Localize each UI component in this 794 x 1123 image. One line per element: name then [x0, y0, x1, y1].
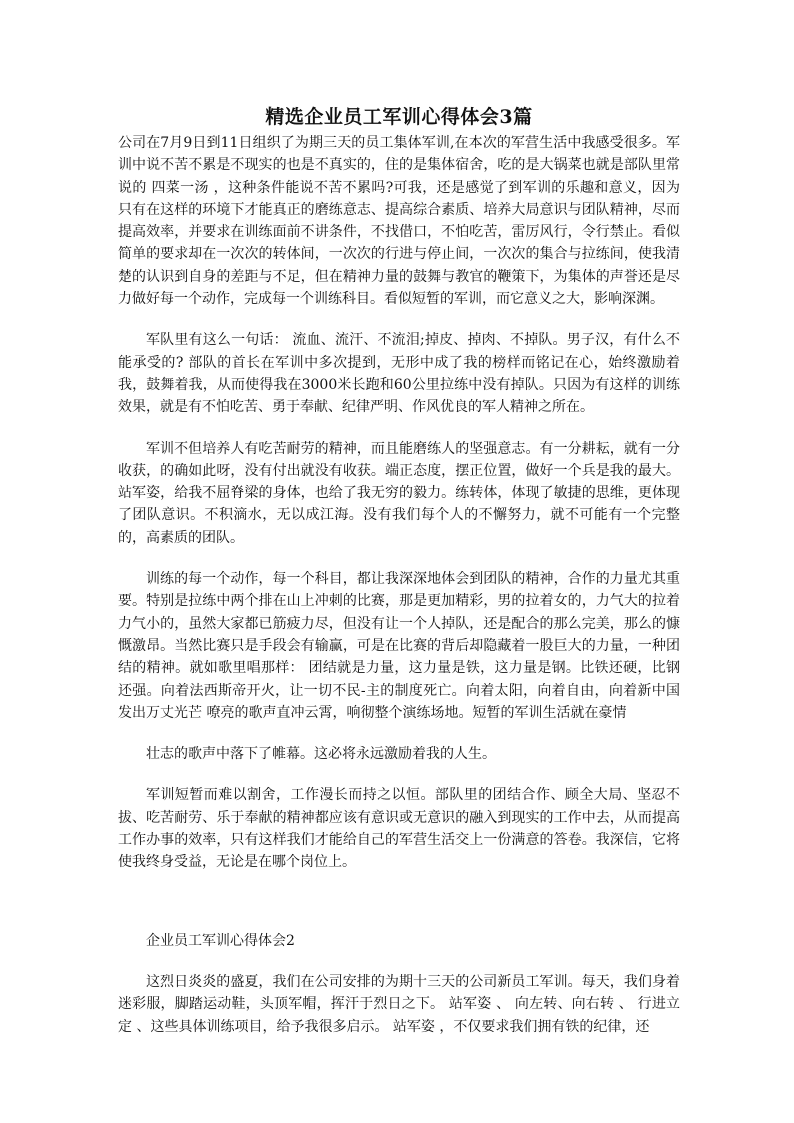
paragraph-7: 这烈日炎炎的盛夏，我们在公司安排的为期十三天的公司新员工军训。每天，我们身着迷彩服，脚踏运动鞋，头顶军帽，挥汗于烈日之下。 站军姿 、 向左转、向右转 、 行进立定 、这些具体训练项目，给予我很多启示。 站军姿 ，不仅要求我们拥有铁的纪律，还 [118, 973, 680, 1035]
document-page [118, 104, 680, 1038]
paragraph-5: 壮志的歌声中落下了帷幕。这必将永远激励着我的人生。 [146, 746, 496, 763]
paragraph-6: 军训短暂而难以割舍，工作漫长而持之以恒。部队里的团结合作、顾全大局、坚忍不拔、吃苦耐劳、乐于奉献的精神都应该有意识或无意识的融入到现实的工作中去，从而提高工作办事的效率，只有这样我们才能给自己的军营生活交上一份满意的答卷。我深信，它将使我终身受益，无论是在哪个岗位上。 [118, 787, 680, 871]
paragraph-2: 军队里有这么一句话： 流血、流汗、不流泪;掉皮、掉肉、不掉队。男子汉，有什么不能承受的? 部队的首长在军训中多次提到，无形中成了我的榜样而铭记在心，始终激励着我，鼓舞着我，从而使得我在3000米长跑和60公里拉练中没有掉队。只因为有这样的训练效果，就是有不怕吃苦、勇于奉献、纪律严明、作风优良的军人精神之所在。 [118, 332, 680, 416]
document-title: 精选企业员工军训心得体会3篇 [265, 106, 533, 128]
section-heading-2: 企业员工军训心得体会2 [146, 932, 295, 949]
paragraph-4: 训练的每一个动作，每一个科目，都让我深深地体会到团队的精神，合作的力量尤其重要。特别是拉练中两个排在山上冲刺的比赛，那是更加精彩，男的拉着女的，力气大的拉着力气小的，虽然大家都已筋疲力尽，但没有让一个人掉队，还是配合的那么完美，那么的慷慨激昂。当然比赛只是手段会有输赢，可是在比赛的背后却隐藏着一股巨大的力量，一种团结的精神。就如歌里唱那样： 团结就是力量，这力量是铁，这力量是钢。比铁还硬，比钢还强。向着法西斯帝开火，让一切不民-主的制度死亡。向着太阳，向着自由，向着新中国发出万丈光芒 嘹亮的歌声直冲云霄，响彻整个演练场地。短暂的军训生活就在豪情 [118, 571, 680, 721]
paragraph-3: 军训不但培养人有吃苦耐劳的精神，而且能磨练人的坚强意志。有一分耕耘，就有一分收获，的确如此呀，没有付出就没有收获。端正态度，摆正位置，做好一个兵是我的最大。站军姿，给我不屈脊梁的身体，也给了我无穷的毅力。练转体，体现了敏捷的思维，更体现了团队意识。不积滴水，无以成江海。没有我们每个人的不懈努力，就不可能有一个完整的，高素质的团队。 [118, 440, 680, 546]
paragraph-1: 公司在7月9日到11日组织了为期三天的员工集体军训,在本次的军营生活中我感受很多。军训中说不苦不累是不现实的也是不真实的，住的是集体宿舍，吃的是大锅菜也就是部队里常说的 四菜一汤 ，这种条件能说不苦不累吗?可我，还是感觉了到军训的乐趣和意义，因为只有在这样的环境下才能真正的磨练意志、提高综合素质、培养大局意识与团队精神，尽而提高效率，并要求在训练面前不讲条件，不找借口，不怕吃苦，雷厉风行，令行禁止。看似简单的要求却在一次次的转体间，一次次的行进与停止间，一次次的集合与拉练间，使我清楚的认识到自身的差距与不足，但在精神力量的鼓舞与教官的鞭策下，为集体的声誉还是尽力做好每一个动作，完成每一个训练科目。看似短暂的军训，而它意义之大，影响深渊。 [118, 135, 680, 308]
